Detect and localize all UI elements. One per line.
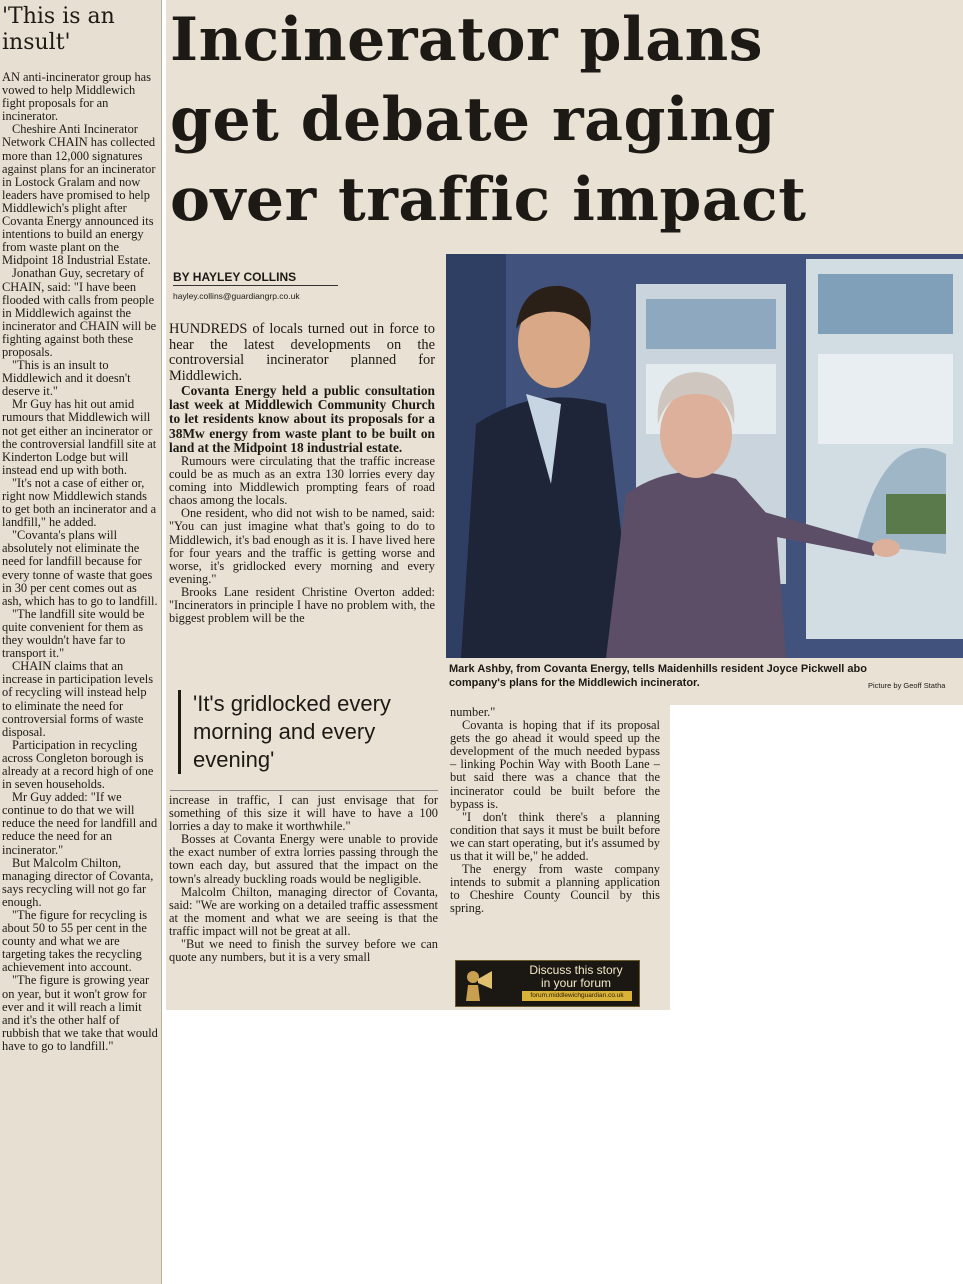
photo-illustration — [446, 254, 963, 658]
body-paragraph: Brooks Lane resident Christine Overton added: "Incinerators in principle I have no problem with, the biggest problem will be the — [169, 584, 435, 626]
sidebar-paragraph: "The figure is growing year on year, but it won't grow for ever and it will reach a limit and it's the other half of rubbish that we take that would have to go to landfill." — [2, 973, 158, 1053]
body-paragraph: number." — [450, 705, 496, 719]
article-photo — [446, 254, 963, 658]
sidebar-paragraph: AN anti-incinerator group has vowed to help Middlewich fight proposals for an incinerator. — [2, 70, 151, 124]
sidebar-paragraph: Participation in recycling across Congleton borough is already at a record high of one in seven households. — [2, 737, 154, 792]
standfirst-paragraph: Covanta Energy held a public consultation last week at Middlewich Community Church to let residents know about its proposals for a 38Mw energy from waste plant to be built on land at the Midpoint 18 industrial estate. — [169, 383, 435, 455]
sidebar-paragraph: Mr Guy added: "If we continue to do that we will reduce the need for landfill and reduce the need for an incinerator." — [2, 790, 158, 857]
author-email: hayley.collins@guardiangrp.co.uk — [173, 291, 300, 301]
body-paragraph: "But we need to finish the survey before we can quote any numbers, but it is a very small — [169, 937, 438, 965]
forum-promo-box[interactable] — [455, 960, 640, 1007]
body-paragraph: The energy from waste company intends to submit a planning application to Cheshire County Council by this spring. — [450, 862, 660, 916]
article-headline — [170, 0, 963, 240]
headline-line: Incinerator plans — [170, 5, 764, 75]
megaphone-icon — [462, 965, 496, 1001]
byline: BY HAYLEY COLLINS — [173, 270, 297, 284]
body-paragraph: "I don't think there's a planning condition that says it must be built before we can start operating, but it's assumed by us that it will be," he added. — [450, 809, 660, 864]
body-paragraph: One resident, who did not wish to be named, said: "You can just imagine what that's going to do to Middlewich, it's bad enough as it is. I have lived here for four years and the traffic is getting worse and worse, it's gridlocked every morning and every evening." — [169, 506, 435, 586]
forum-line-1: Discuss this story — [529, 963, 623, 977]
sidebar-paragraph: But Malcolm Chilton, managing director of Covanta, says recycling will not go far enough. — [2, 855, 154, 909]
sidebar-paragraph: "It's not a case of either or, right now Middlewich stands to get both an incinerator and a landfill," he added. — [2, 475, 157, 530]
body-paragraph: Rumours were circulating that the traffic increase could be as much as an extra 130 lorries every day coming into Middlewich prompting fears of road chaos among the locals. — [169, 454, 435, 508]
sidebar-paragraph: "The figure for recycling is about 50 to 55 per cent in the county and what we are targeting takes the recycling achievement into account. — [2, 908, 148, 975]
article-column-1 — [169, 322, 435, 625]
blank-area — [670, 705, 963, 1284]
article-column-1-continued — [169, 794, 438, 964]
sidebar-paragraph: "The landfill site would be quite convenient for them as they wouldn't have far to transport it." — [2, 606, 145, 661]
photo-credit: Picture by Geoff Statha — [868, 681, 946, 690]
headline-line: get debate raging — [170, 85, 776, 155]
sidebar-paragraph: Cheshire Anti Incinerator Network CHAIN has collected more than 12,000 signatures against plans for an incinerator in Lostock Gralam and now leaders have promised to help Middlewich's plight after Covanta Energy announced its intentions to build an energy from waste plant on the Midpoint 18 Industrial Estate. — [2, 122, 156, 268]
article-column-2 — [450, 706, 660, 916]
forum-promo-text — [516, 964, 636, 990]
sidebar-paragraph: CHAIN claims that an increase in participation levels of recycling will instead help to eliminate the need for controversial forms of waste disposal. — [2, 659, 154, 739]
body-paragraph: Covanta is hoping that if its proposal gets the go ahead it would speed up the development of the much needed bypass – linking Pochin Way with Booth Lane – but said there was a chance that the incinerator could be built before the bypass is. — [450, 718, 660, 811]
caption-line: company's plans for the Middlewich incinerator. — [449, 677, 700, 689]
sidebar-body — [2, 71, 158, 1053]
sidebar-paragraph: Jonathan Guy, secretary of CHAIN, said: "I have been flooded with calls from people in Middlewich against the incinerator and CHAIN will be fighting against both these proposals. — [2, 266, 157, 359]
pull-quote-divider — [170, 790, 438, 791]
body-paragraph: Malcolm Chilton, managing director of Covanta, said: "We are working on a detailed traffic assessment at the moment and what we are seeing is that the traffic impact will not be great at all. — [169, 884, 438, 938]
body-paragraph: increase in traffic, I can just envisage that for something of this size it will have to have a 100 lorries a day to make it worthwhile." — [169, 793, 438, 834]
sidebar-headline: 'This is an insult' — [2, 4, 115, 55]
lead-paragraph: HUNDREDS of locals turned out in force to hear the latest developments on the controversial incinerator planned for Middlewich. — [169, 321, 435, 384]
forum-line-2: in your forum — [540, 976, 612, 990]
sidebar-paragraph: "This is an insult to Middlewich and it doesn't deserve it." — [2, 358, 131, 399]
caption-line: Mark Ashby, from Covanta Energy, tells Maidenhills resident Joyce Pickwell abo — [449, 663, 867, 675]
headline-line: over traffic impact — [170, 165, 807, 235]
sidebar-paragraph: Mr Guy has hit out amid rumours that Middlewich will not get either an incinerator or the controversial landfill site at Kinderton Lodge but will instead end up with both. — [2, 397, 157, 477]
byline-divider — [173, 285, 338, 286]
body-paragraph: Bosses at Covanta Energy were unable to provide the exact number of extra lorries passing through the town each day, but assured that the impact on the town's already buckling roads would be negligible. — [169, 832, 438, 886]
pull-quote: 'It's gridlocked every morning and every evening' — [178, 690, 453, 774]
forum-url[interactable]: forum.middlewichguardian.co.uk — [522, 991, 632, 1001]
sidebar-paragraph: "Covanta's plans will absolutely not eliminate the need for landfill because for every tonne of waste that goes in 30 per cent comes out as ash, which has to go to landfill. — [2, 528, 158, 608]
